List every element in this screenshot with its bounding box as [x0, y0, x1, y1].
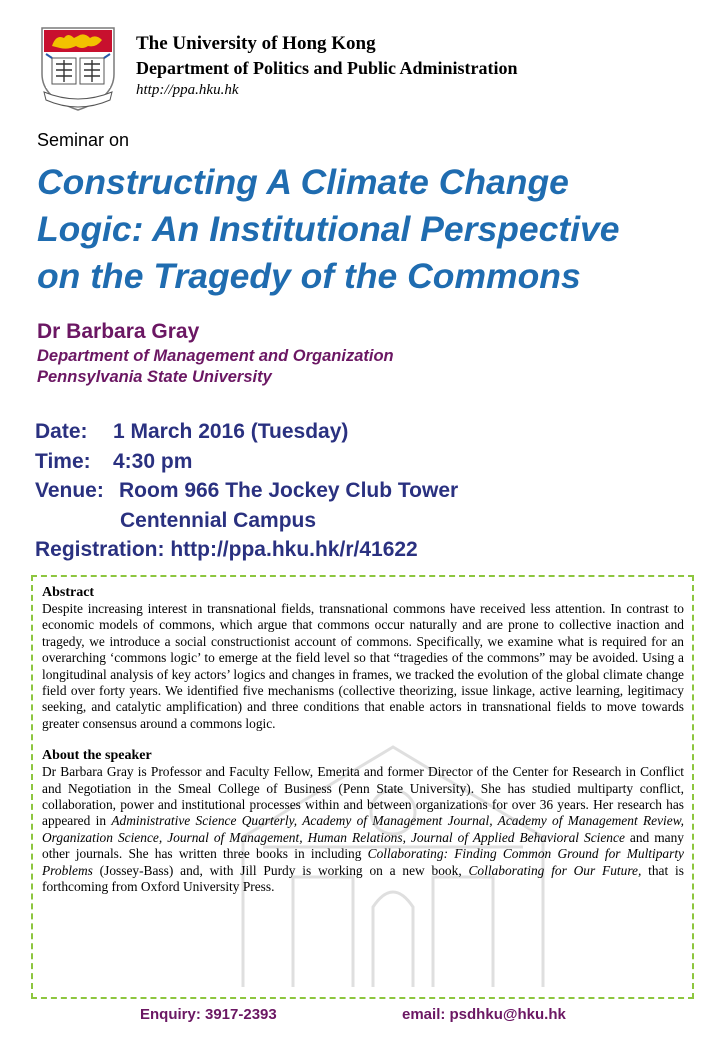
hku-crest-logo: [38, 26, 118, 112]
registration-link[interactable]: Registration: http://ppa.hku.hk/r/41622: [35, 538, 418, 561]
title-line: Constructing A Climate Change: [37, 162, 569, 202]
date-label: Date:: [35, 420, 88, 443]
about-text-2: and many other journals. She has written three books in including: [42, 829, 685, 862]
title-line: on the Tragedy of the Commons: [37, 256, 581, 296]
header: [38, 20, 698, 110]
department-url[interactable]: http://ppa.hku.hk: [136, 82, 239, 98]
abstract-heading: Abstract: [42, 585, 95, 600]
date-value: 1 March 2016 (Tuesday): [113, 420, 349, 443]
venue-label: Venue:: [35, 479, 104, 502]
venue-row: [35, 476, 458, 506]
seminar-label: Seminar on: [37, 130, 130, 150]
time-value: 4:30 pm: [113, 449, 193, 473]
seminar-title: [37, 159, 707, 300]
about-text-3: (Jossey-Bass) and, with Jill Purdy is working on a new book,: [92, 862, 469, 878]
about-text-1: Dr Barbara Gray is Professor and Faculty Fellow, Emerita and former Director of the Center for Research in Conflict and Negotiation in the Smeal College of Business (Penn State University). She has studied multiparty conflict, collaboration, power and institutional processes within and between organizations for over 36 years. Her research has appeared in: [42, 764, 684, 829]
time-label: Time:: [35, 449, 91, 473]
speaker-block: [37, 318, 394, 388]
book-title-2: Collaborating for Our Future,: [468, 862, 642, 878]
speaker-university: Pennsylvania State University: [37, 368, 272, 386]
venue-line-2: Centennial Campus: [120, 508, 317, 532]
about-speaker-text: [42, 764, 684, 895]
event-details: [35, 417, 458, 565]
about-speaker-heading: About the speaker: [42, 748, 152, 764]
journal-list: Administrative Science Quarterly, Academy of Management Journal, Academy of Management Review, Organization Science, Journal of Management, Human Relations, Journal of Applied Behavioral Science: [42, 813, 685, 845]
abstract-box: [31, 575, 694, 999]
abstract-text: Despite increasing interest in transnational fields, transnational commons have received less attention. In contrast to economic models of commons, which argue that commons occur naturally and are prone to collective inaction and tragedy, we introduce a social constructionist account of commons. Specifically, we examine what is required for an overarching ‘commons logic’ to emerge at the field level so that “tragedies of the commons” may be avoided. Using a longitudinal analysis of key actors’ logics and changes in frames, we tracked the evolution of the global climate change field over forty years. We identified five mechanisms (collective theorizing, issue linkage, active learning, legitimacy seeking, and catalytic amplification) and three conditions that enable actors in transnational fields to move towards greater consensus around a commons logic.: [42, 601, 684, 731]
book-title-1: Collaborating: Finding Common Ground for Multiparty Problems: [42, 846, 684, 878]
venue-line-1: Room 966 The Jockey Club Tower: [119, 479, 459, 502]
enquiry-phone: Enquiry: 3917-2393: [140, 1006, 277, 1023]
speaker-department: Department of Management and Organization: [37, 347, 394, 365]
about-text-4: that is forthcoming from Oxford University Press.: [42, 862, 684, 895]
time-row: [35, 447, 458, 477]
enquiry-email[interactable]: email: psdhku@hku.hk: [402, 1006, 566, 1023]
speaker-name: Dr Barbara Gray: [37, 320, 200, 343]
date-row: [35, 417, 458, 447]
title-line: Logic: An Institutional Perspective: [37, 209, 620, 249]
university-name: The University of Hong Kong: [136, 33, 376, 54]
department-name: Department of Politics and Public Administration: [136, 58, 518, 78]
